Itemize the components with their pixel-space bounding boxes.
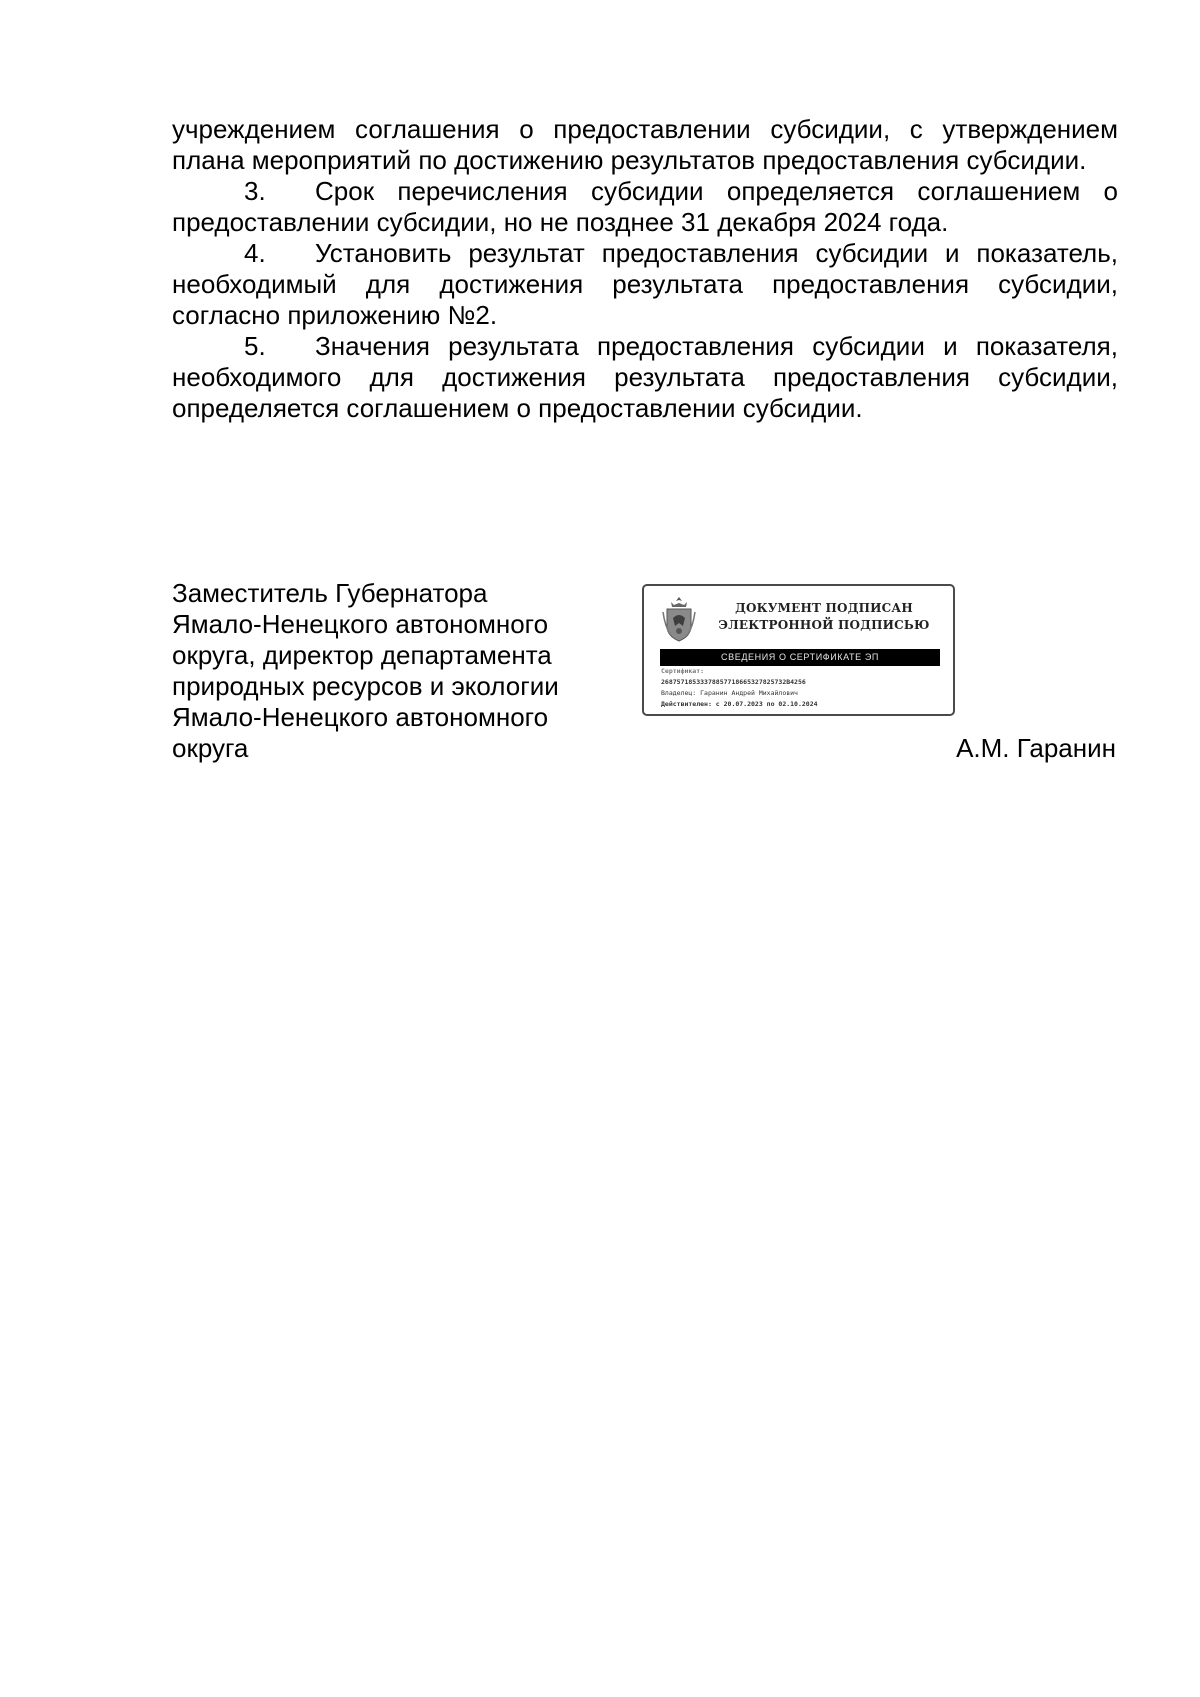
paragraph-number: 3. [244,176,266,206]
certificate-validity: Действителен: с 20.07.2023 по 02.10.2024 [661,700,818,708]
paragraph-text: Установить результат предоставления субсидии и показатель, необходимый для достижения результата предоставления субсидии, согласно приложению №2. [172,238,1118,330]
position-line: природных ресурсов и экологии [172,671,559,701]
stamp-heading-line: ДОКУМЕНТ ПОДПИСАН [735,601,913,615]
position-line: Ямало-Ненецкого автономного [172,702,549,732]
paragraph-text: Значения результата предоставления субсидии и показателя, необходимого для достижения результата предоставления субсидии, определяется соглашением о предоставлении субсидии. [172,331,1118,423]
certificate-label: Сертификат: [661,667,705,675]
position-line: округа [172,733,249,763]
signer-position [172,578,612,764]
paragraph-continuation [172,114,1118,176]
electronic-signature-stamp [642,584,955,716]
certificate-info-bar: СВЕДЕНИЯ О СЕРТИФИКАТЕ ЭП [660,649,940,666]
paragraph-text: Срок перечисления субсидии определяется соглашением о предоставлении субсидии, но не позднее 31 декабря 2024 года. [172,176,1118,237]
position-line: округа, директор департамента [172,640,552,670]
position-line: Ямало-Ненецкого автономного [172,609,549,639]
paragraph-3 [172,176,1118,238]
document-body [172,114,1118,424]
certificate-number: 26875718533378857718665327825732B4256 [661,678,806,686]
paragraph-5 [172,331,1118,424]
paragraph-4 [172,238,1118,331]
paragraph-number: 5. [244,331,266,361]
paragraph-text: учреждением соглашения о предоставлении субсидии, с утверждением плана мероприятий по достижению результатов предоставления субсидии. [172,114,1118,175]
coat-of-arms-icon [662,596,696,642]
position-line: Заместитель Губернатора [172,578,488,608]
stamp-heading-line: ЭЛЕКТРОННОЙ ПОДПИСЬЮ [718,618,930,632]
certificate-owner: Владелец: Гаранин Андрей Михайлович [661,689,798,697]
signature-block [172,578,1118,778]
signer-name: А.М. Гаранин [956,733,1116,763]
paragraph-number: 4. [244,238,266,268]
stamp-heading [706,600,942,634]
